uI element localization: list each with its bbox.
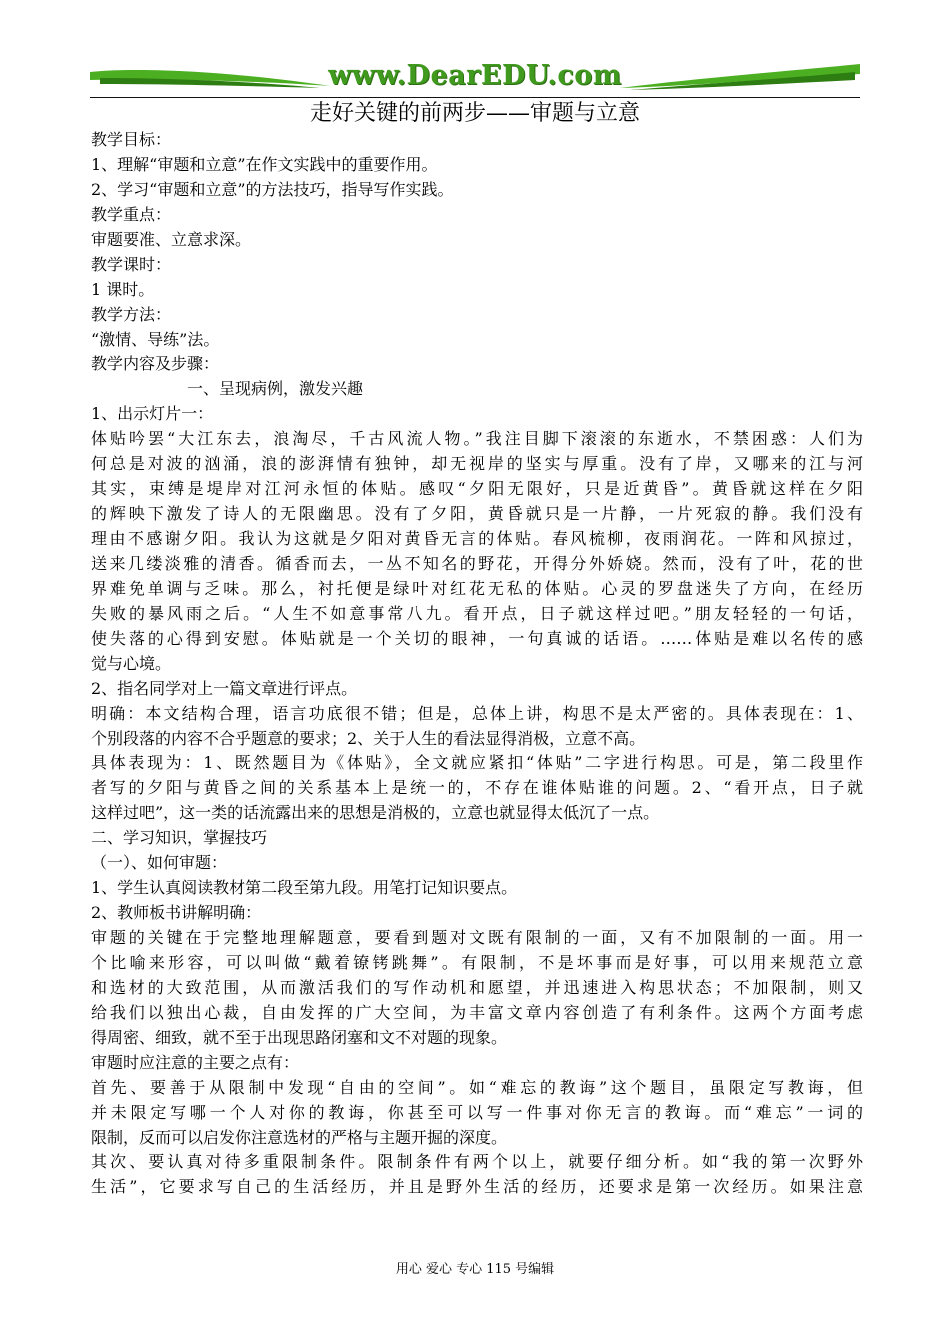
header-rule	[90, 97, 860, 98]
text-line: 界难免单调与乏味。那么，衬托便是绿叶对红花无私的体贴。心灵的罗盘迷失了方向，在经历	[91, 578, 863, 598]
text-line: 2、指名同学对上一篇文章进行评点。	[91, 678, 358, 698]
text-line: 教学课时：	[91, 254, 172, 274]
text-line: 送来几缕淡雅的清香。循香而去，一丛不知名的野花，开得分外娇娆。然而，没有了叶，花的世	[91, 553, 863, 573]
text-line: 得周密、细致，就不至于出现思路闭塞和文不对题的现象。	[91, 1027, 508, 1047]
text-line: 教学目标：	[91, 130, 172, 149]
text-line: 个比喻来形容，可以叫做“戴着镣铐跳舞”。有限制，不是坏事而是好事，可以用来规范立意	[91, 952, 863, 972]
page-footer: 用心 爱心 专心 115 号编辑	[395, 1262, 555, 1277]
text-line: 限制，反而可以启发你注意选材的严格与主题开掘的深度。	[91, 1127, 508, 1147]
text-line: 教学方法：	[91, 304, 172, 324]
text-line: 其次、要认真对待多重限制条件。限制条件有两个以上，就要仔细分析。如“我的第一次野外	[91, 1152, 863, 1172]
text-line: 审题要准、立意求深。	[91, 229, 252, 249]
text-line: 理由不感谢夕阳。我认为这就是夕阳对黄昏无言的体贴。春风梳柳，夜雨润花。一阵和风掠过，	[91, 529, 863, 548]
text-line: 的辉映下激发了诗人的无限幽思。没有了夕阳，黄昏就只是一片静，一片死寂的静。我们没有	[91, 504, 863, 524]
text-line: 二、学习知识，掌握技巧	[91, 828, 268, 848]
text-line: 个别段落的内容不合乎题意的要求；2、关于人生的看法显得消极，立意不高。	[91, 728, 646, 748]
text-line: 明确：本文结构合理，语言功底很不错；但是，总体上讲，构思不是太严密的。具体表现在：1、	[91, 703, 863, 723]
text-line: 教学重点：	[91, 204, 172, 224]
text-line: 一、呈现病例，激发兴趣	[187, 379, 364, 399]
text-line: 审题时应注意的主要之点有：	[91, 1052, 300, 1072]
text-line: 给我们以独出心裁，自由发挥的广大空间，为丰富文章内容创造了有利条件。这两个方面考虑	[91, 1002, 863, 1022]
text-line: 教学内容及步骤：	[91, 354, 220, 374]
text-line: 和选材的大致范围，从而激活我们的写作动机和愿望，并迅速进入构思状态；不加限制，则又	[91, 977, 863, 997]
text-line: 1、出示灯片一：	[91, 404, 214, 424]
text-line: 何总是对波的汹涌，浪的澎湃情有独钟，却无视岸的坚实与厚重。没有了岸，又哪来的江与河	[91, 454, 863, 474]
document-title: 走好关键的前两步——审题与立意	[309, 101, 640, 126]
text-line: 1、学生认真阅读教材第二段至第九段。用笔打记知识要点。	[91, 878, 518, 898]
text-line: 1、理解“审题和立意”在作文实践中的重要作用。	[91, 154, 438, 174]
text-line: 体贴吟罢“大江东去，浪淘尽，千古风流人物。”我注目脚下滚滚的东逝水，不禁困惑：人们为	[91, 429, 863, 449]
text-line: 使失落的心得到安慰。体贴就是一个关切的眼神，一句真诚的话语。……体贴是难以名传的感	[91, 628, 863, 648]
text-line: 具体表现为：1、既然题目为《体贴》，全文就应紧扣“体贴”二字进行构思。可是，第二段里作	[91, 753, 863, 773]
text-line: 者写的夕阳与黄昏之间的关系基本上是统一的，不存在谁体贴谁的问题。2、“看开点，日子就	[91, 778, 863, 798]
document-body	[91, 128, 863, 1200]
text-line: 审题的关键在于完整地理解题意，要看到题对文既有限制的一面，又有不加限制的一面。用一	[91, 928, 863, 947]
text-line: “激情、导练”法。	[91, 329, 220, 349]
text-line: 其实，束缚是堤岸对江河永恒的体贴。感叹“夕阳无限好，只是近黄昏”。黄昏就这样在夕阳	[91, 479, 863, 499]
text-line: 失败的暴风雨之后。“人生不如意事常八九。看开点，日子就这样过吧。”朋友轻轻的一句话，	[91, 603, 863, 623]
text-line: 并未限定写哪一个人对你的教诲，你甚至可以写一件事对你无言的教诲。而“难忘”一词的	[91, 1102, 863, 1122]
text-line: 生活”，它要求写自己的生活经历，并且是野外生活的经历，还要求是第一次经历。如果注意	[91, 1177, 863, 1197]
text-line: 首先、要善于从限制中发现“自由的空间”。如“难忘的教诲”这个题目，虽限定写教诲，但	[91, 1077, 863, 1097]
text-line: 2、教师板书讲解明确：	[91, 903, 262, 923]
text-line: 觉与心境。	[91, 653, 172, 673]
text-line: 这样过吧”，这一类的话流露出来的思想是消极的，立意也就显得太低沉了一点。	[91, 803, 660, 823]
text-line: （一）、如何审题：	[91, 853, 228, 873]
site-logo-text: www.DearEDU.com	[328, 60, 622, 91]
text-line: 1 课时。	[91, 279, 155, 299]
text-line: 2、学习“审题和立意”的方法技巧，指导写作实践。	[91, 179, 454, 199]
site-banner	[90, 56, 860, 100]
